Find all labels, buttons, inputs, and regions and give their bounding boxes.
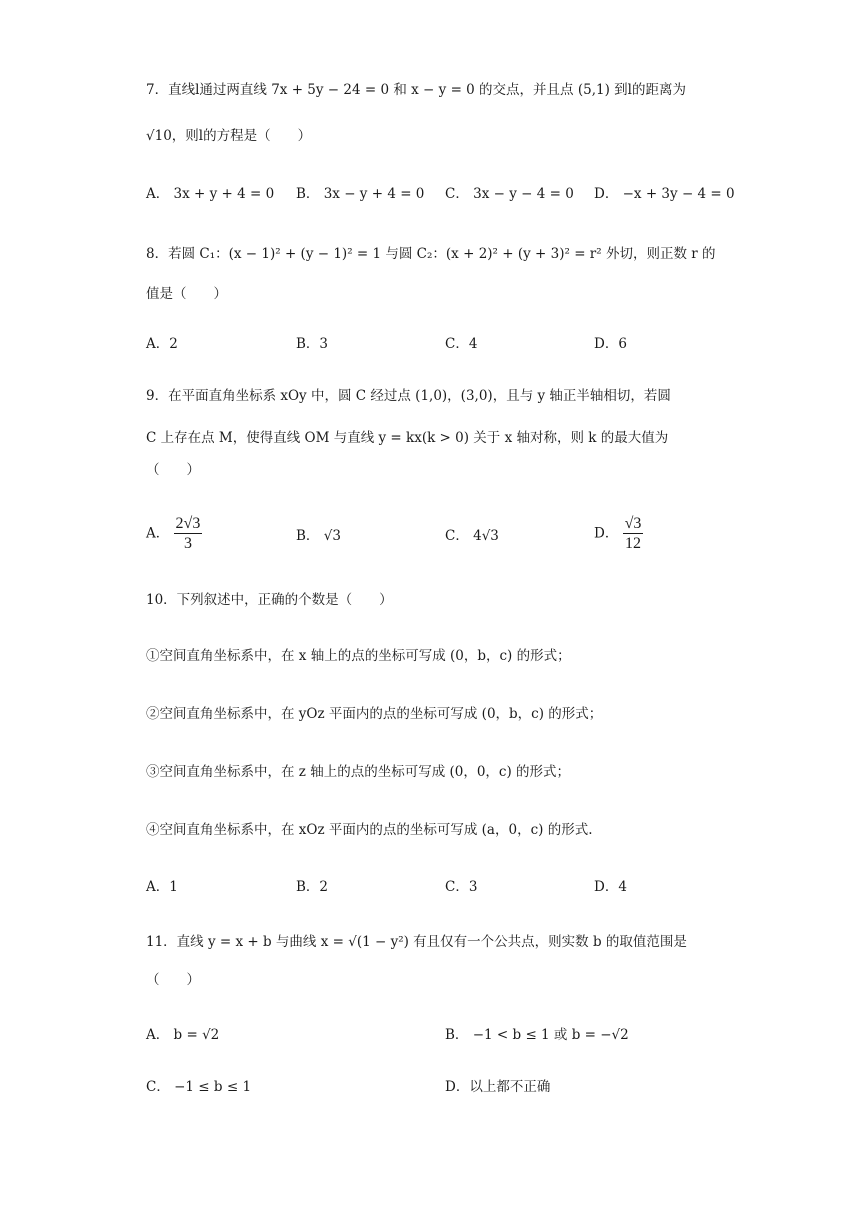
q7-option-c: C． 3x − y − 4 = 0 xyxy=(445,186,574,202)
q9-option-d-label: D． xyxy=(594,525,619,542)
q7-option-d: D． −x + 3y − 4 = 0 xyxy=(594,186,735,202)
q10-item-1: ①空间直角坐标系中，在 x 轴上的点的坐标可写成 (0，b，c) 的形式； xyxy=(146,648,571,664)
q10-option-c: C．3 xyxy=(445,879,478,895)
q10-stem: 10．下列叙述中，正确的个数是（ ） xyxy=(146,592,393,608)
q9-option-a-denominator: 3 xyxy=(183,535,192,553)
q9-line2: C 上存在点 M，使得直线 OM 与直线 y = kx(k > 0) 关于 x 轴对称，则 k 的最大值为 xyxy=(146,430,669,446)
q9-option-a xyxy=(146,514,202,553)
q11-option-d: D．以上都不正确 xyxy=(445,1079,551,1095)
q7-option-a: A． 3x + y + 4 = 0 xyxy=(146,186,275,202)
q9-option-d-numerator: √3 xyxy=(623,514,644,534)
q8-option-d: D．6 xyxy=(594,336,627,352)
q9-option-c: C． 4√3 xyxy=(445,528,499,544)
q8-option-b: B．3 xyxy=(296,336,329,352)
q9-option-b: B． √3 xyxy=(296,528,341,544)
q8-option-c: C．4 xyxy=(445,336,478,352)
q11-line2: （ ） xyxy=(146,972,200,988)
q10-option-d: D．4 xyxy=(594,879,627,895)
q9-option-d-denominator: 12 xyxy=(625,535,642,553)
q8-line2: 值是（ ） xyxy=(146,286,227,302)
q7-line2: √10，则l的方程是（ ） xyxy=(146,128,312,144)
q11-line1: 11．直线 y = x + b 与曲线 x = √(1 − y²) 有且仅有一个公共点，则实数 b 的取值范围是 xyxy=(146,934,687,950)
q11-option-c: C． −1 ≤ b ≤ 1 xyxy=(146,1079,252,1095)
q9-option-a-fraction xyxy=(174,514,203,553)
q9-line1: 9．在平面直角坐标系 xOy 中，圆 C 经过点 (1,0)，(3,0)，且与 y 轴正半轴相切，若圆 xyxy=(146,388,671,404)
q11-option-a: A． b = √2 xyxy=(146,1027,220,1043)
q9-option-a-label: A． xyxy=(146,525,170,542)
q7-line1: 7．直线l通过两直线 7x + 5y − 24 = 0 和 x − y = 0 的交点，并且点 (5,1) 到l的距离为 xyxy=(146,82,686,98)
q10-item-4: ④空间直角坐标系中，在 xOz 平面内的点的坐标可写成 (a，0，c) 的形式. xyxy=(146,822,593,838)
q10-option-b: B．2 xyxy=(296,879,329,895)
q9-option-d xyxy=(594,514,643,553)
q8-line1: 8．若圆 C₁：(x − 1)² + (y − 1)² = 1 与圆 C₂：(x + 2)² + (y + 3)² = r² 外切，则正数 r 的 xyxy=(146,246,716,262)
q10-item-2: ②空间直角坐标系中，在 yOz 平面内的点的坐标可写成 (0，b，c) 的形式； xyxy=(146,706,603,722)
q10-item-3: ③空间直角坐标系中，在 z 轴上的点的坐标可写成 (0，0，c) 的形式； xyxy=(146,764,571,780)
q8-option-a: A．2 xyxy=(146,336,178,352)
q7-option-b: B． 3x − y + 4 = 0 xyxy=(296,186,425,202)
q10-option-a: A．1 xyxy=(146,879,178,895)
q9-option-d-fraction xyxy=(623,514,644,553)
q9-line3: （ ） xyxy=(146,462,200,478)
q11-option-b: B． −1 < b ≤ 1 或 b = −√2 xyxy=(445,1027,629,1043)
q9-option-a-numerator: 2√3 xyxy=(174,514,203,534)
